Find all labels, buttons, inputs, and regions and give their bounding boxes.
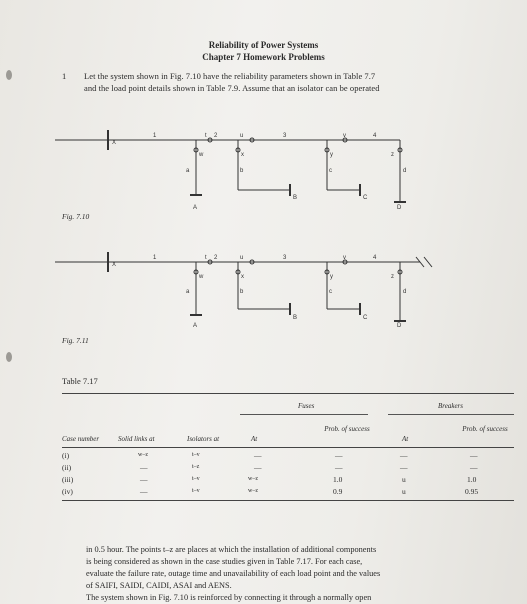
feeder-label-b: b	[240, 168, 244, 174]
feeder-label-d: d	[403, 168, 407, 174]
document-title: Reliability of Power Systems	[208, 40, 319, 50]
table-cell: —	[400, 451, 408, 460]
table-cell: t–z	[192, 464, 200, 470]
load-label-D: D	[397, 323, 402, 329]
section-label-2: 2	[214, 133, 218, 139]
table-col-isolators: Isolators at	[187, 435, 220, 443]
table-cell: (iv)	[62, 487, 73, 496]
table-col-fuse-prob: Prob. of success	[324, 425, 370, 433]
point-label-t: t	[205, 133, 207, 139]
table-col-breaker-prob: Prob. of success	[462, 425, 508, 433]
table-cell: —	[140, 475, 148, 484]
point-label-u: u	[240, 133, 244, 139]
table-cell: —	[140, 463, 148, 472]
table-cell: 1.0	[333, 475, 343, 484]
table-cell: 1.0	[467, 475, 477, 484]
continuation-line: is being considered as shown in the case studies given in Table 7.17. For each case,	[86, 557, 363, 566]
figure-7-10-caption: Fig. 7.10	[62, 212, 90, 221]
point-label-x: x	[241, 274, 244, 280]
document-subtitle: Chapter 7 Homework Problems	[202, 52, 325, 62]
question-line: Let the system shown in Fig. 7.10 have the reliability parameters shown in Table 7.7	[84, 71, 376, 81]
feeder-label-c: c	[329, 289, 332, 295]
table-group-fuses: Fuses	[298, 402, 315, 410]
point-label-z: z	[391, 274, 394, 280]
table-col-case: Case number	[62, 435, 100, 443]
section-label-3: 3	[283, 133, 287, 139]
feeder-label-b: b	[240, 289, 244, 295]
point-label-y: y	[330, 152, 333, 158]
table-cell: (ii)	[62, 463, 72, 472]
point-label-v: v	[343, 133, 346, 139]
question-number: 1	[62, 71, 67, 81]
continuation-line: in 0.5 hour. The points t–z are places at which the installation of additional components	[86, 545, 377, 554]
point-label-t: t	[205, 255, 207, 261]
figure-7-11-caption: Fig. 7.11	[62, 336, 89, 345]
point-label-z: z	[391, 152, 394, 158]
table-cell: t–v	[192, 488, 200, 494]
binder-hole	[6, 352, 12, 362]
load-label-B: B	[293, 315, 298, 321]
table-cell: w–z	[248, 476, 258, 482]
table-cell: t–v	[192, 452, 200, 458]
table-cell: 0.95	[465, 487, 479, 496]
load-label-C: C	[363, 195, 368, 201]
table-cell: —	[470, 463, 478, 472]
table-cell: —	[254, 451, 262, 460]
load-label-A: A	[193, 205, 198, 210]
table-cell: u	[402, 487, 406, 496]
table-cell: —	[335, 451, 343, 460]
section-label-4: 4	[373, 133, 377, 139]
table-cell: —	[470, 451, 478, 460]
point-label-u: u	[240, 255, 244, 261]
point-label-w: w	[199, 152, 204, 158]
table-cell: —	[140, 487, 148, 496]
load-label-D: D	[397, 205, 402, 210]
table-cell: (iii)	[62, 475, 74, 484]
point-label-x: x	[241, 152, 244, 158]
table-col-fuse-at: At	[251, 435, 258, 443]
table-cell: u	[402, 475, 406, 484]
table-cell: (i)	[62, 451, 70, 460]
point-label-w: w	[199, 274, 204, 280]
table-col-solid-links: Solid links at	[118, 435, 155, 443]
load-label-A: A	[193, 323, 198, 329]
feeder-label-a: a	[186, 289, 190, 295]
load-label-B: B	[293, 195, 298, 201]
table-caption: Table 7.17	[62, 376, 98, 386]
feeder-label-d: d	[403, 289, 407, 295]
point-label-v: v	[343, 255, 346, 261]
load-label-C: C	[363, 315, 368, 321]
question-line: and the load point details shown in Table 7.9. Assume that an isolator can be operated	[84, 83, 380, 93]
table-cell: w–z	[138, 452, 148, 458]
continuation-line: The system shown in Fig. 7.10 is reinforced by connecting it through a normally open	[86, 593, 372, 602]
figure-7-10-diagram	[0, 120, 527, 210]
point-label-y: y	[330, 274, 333, 280]
figure-7-11-diagram	[0, 245, 527, 330]
continuation-line: of SAIFI, SAIDI, CAIDI, ASAI and AENS.	[86, 581, 232, 590]
feeder-label-c: c	[329, 168, 332, 174]
table-cell: —	[400, 463, 408, 472]
section-label-4: 4	[373, 255, 377, 261]
section-label-2: 2	[214, 255, 218, 261]
svg-text:X: X	[112, 140, 117, 146]
table-cell: —	[335, 463, 343, 472]
svg-text:X: X	[112, 262, 117, 268]
table-cell: w–z	[248, 488, 258, 494]
feeder-label-a: a	[186, 168, 190, 174]
continuation-line: evaluate the failure rate, outage time and unavailability of each load point and the values	[86, 569, 381, 578]
table-cell: —	[254, 463, 262, 472]
binder-hole	[6, 70, 12, 80]
table-cell: 0.9	[333, 487, 343, 496]
table-cell: t–v	[192, 476, 200, 482]
section-label-1: 1	[153, 133, 157, 139]
table-group-breakers: Breakers	[438, 402, 464, 410]
section-label-3: 3	[283, 255, 287, 261]
section-label-1: 1	[153, 255, 157, 261]
table-col-breaker-at: At	[402, 435, 409, 443]
